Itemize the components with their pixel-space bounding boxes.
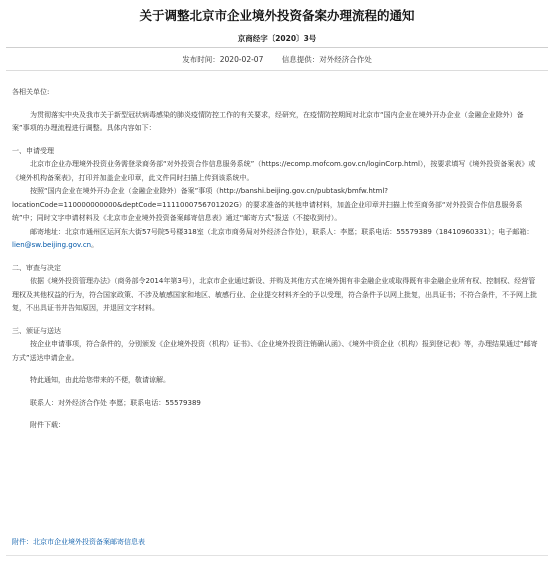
publish-label: 发布时间： (182, 55, 220, 64)
paragraph: 按企业申请事项，符合条件的，分别颁发《企业境外投资（机构）证书》、《企业境外投资注销确认函》、《境外中资企业（机构）报到登记表》等，办理结果通过“邮寄方式”送达申请企业。 (12, 340, 538, 362)
closing-paragraph: 特此通知，由此给您带来的不便，敬请谅解。 (30, 376, 170, 384)
meta-info (0, 54, 554, 65)
divider (6, 70, 548, 71)
paragraph-text: 按照“国内企业在境外开办企业（金融企业除外）备案”事项（ (30, 187, 220, 195)
source-name: 对外经济合作处 (319, 55, 372, 64)
source-label: 信息提供： (281, 55, 320, 64)
attachment-row (12, 537, 145, 547)
paragraph-text: 邮寄地址：北京市通州区运河东大街57号院5号楼318室（北京市商务局对外经济合作处），联系人：李愿；联系电话：55579389（18410960331）；电子邮箱： (30, 227, 534, 236)
notice-body (12, 86, 540, 433)
email-link[interactable]: lien@sw.beijing.gov.cn (12, 241, 92, 249)
section-heading: 三、颁证与送达 (12, 326, 61, 335)
attachment-link[interactable]: 北京市企业境外投资备案邮寄信息表 (33, 538, 145, 546)
paragraph (12, 185, 540, 226)
divider (6, 47, 548, 48)
paragraph (12, 158, 540, 185)
banshi-link[interactable]: http://banshi.beijing.gov.cn/pubtask/bmfw.html?locationCode=110000000000&deptCode=1111000756701202G (12, 187, 389, 209)
document-number: 京商经字〔2020〕3号 (237, 34, 317, 43)
publish-date: 2020-02-07 (219, 55, 264, 64)
paragraph-text: ）的要求准备的其他申请材料，加盖企业印章并扫描上传至商务部“对外投资合作信息服务系统”中；同时文字申请材料及《北京市企业境外投资备案邮寄信息表》通过“邮寄方式”报送（不接收到付）。 (12, 200, 523, 222)
page-title: 关于调整北京市企业境外投资备案办理流程的通知 (139, 8, 415, 23)
paragraph: 依据《境外投资管理办法》（商务部令2014年第3号），北京市企业通过新设、并购及其他方式在境外拥有非金融企业或取得既有非金融企业所有权、控制权、经营管理权及其他权益的行为，符合国家政策、不涉及敏感国家和地区、敏感行业、企业提交材料齐全的予以受理，符合条件予以网上批复，出具证书；不符合条件，不予网上批复，不出具证书并告知原因，并退回文字材料。 (12, 277, 537, 312)
divider (6, 555, 548, 556)
section-heading: 二、审查与决定 (12, 263, 61, 272)
paragraph-text: 北京市企业办理境外投资业务需登录商务部“对外投资合作信息服务系统”（ (30, 160, 262, 168)
ecomp-link[interactable]: https://ecomp.mofcom.gov.cn/loginCorp.html (261, 160, 420, 168)
contact-paragraph: 联系人：对外经济合作处 李愿；联系电话：55579389 (30, 398, 201, 407)
salutation: 各相关单位: (12, 88, 50, 96)
paragraph-text: ），按要求填写《境外投资备案表》或《境外机构备案表》，打印并加盖企业印章，此文件同时扫描上传到该系统中。 (12, 160, 536, 182)
attachment-download-label: 附件下载： (30, 421, 65, 429)
source-info (282, 55, 372, 64)
attachment-label: 附件： (12, 538, 33, 546)
publish-info (182, 55, 263, 64)
paragraph (12, 226, 540, 253)
intro-paragraph: 为贯彻落实中央及我市关于新型冠状病毒感染的肺炎疫情防控工作的有关要求，经研究，在疫情防控期间对北京市“国内企业在境外开办企业（金融企业除外）备案”事项的办理流程进行调整。具体内容如下： (12, 110, 524, 132)
paragraph-text: 。 (91, 241, 99, 249)
section-heading: 一、申请受理 (12, 146, 54, 155)
